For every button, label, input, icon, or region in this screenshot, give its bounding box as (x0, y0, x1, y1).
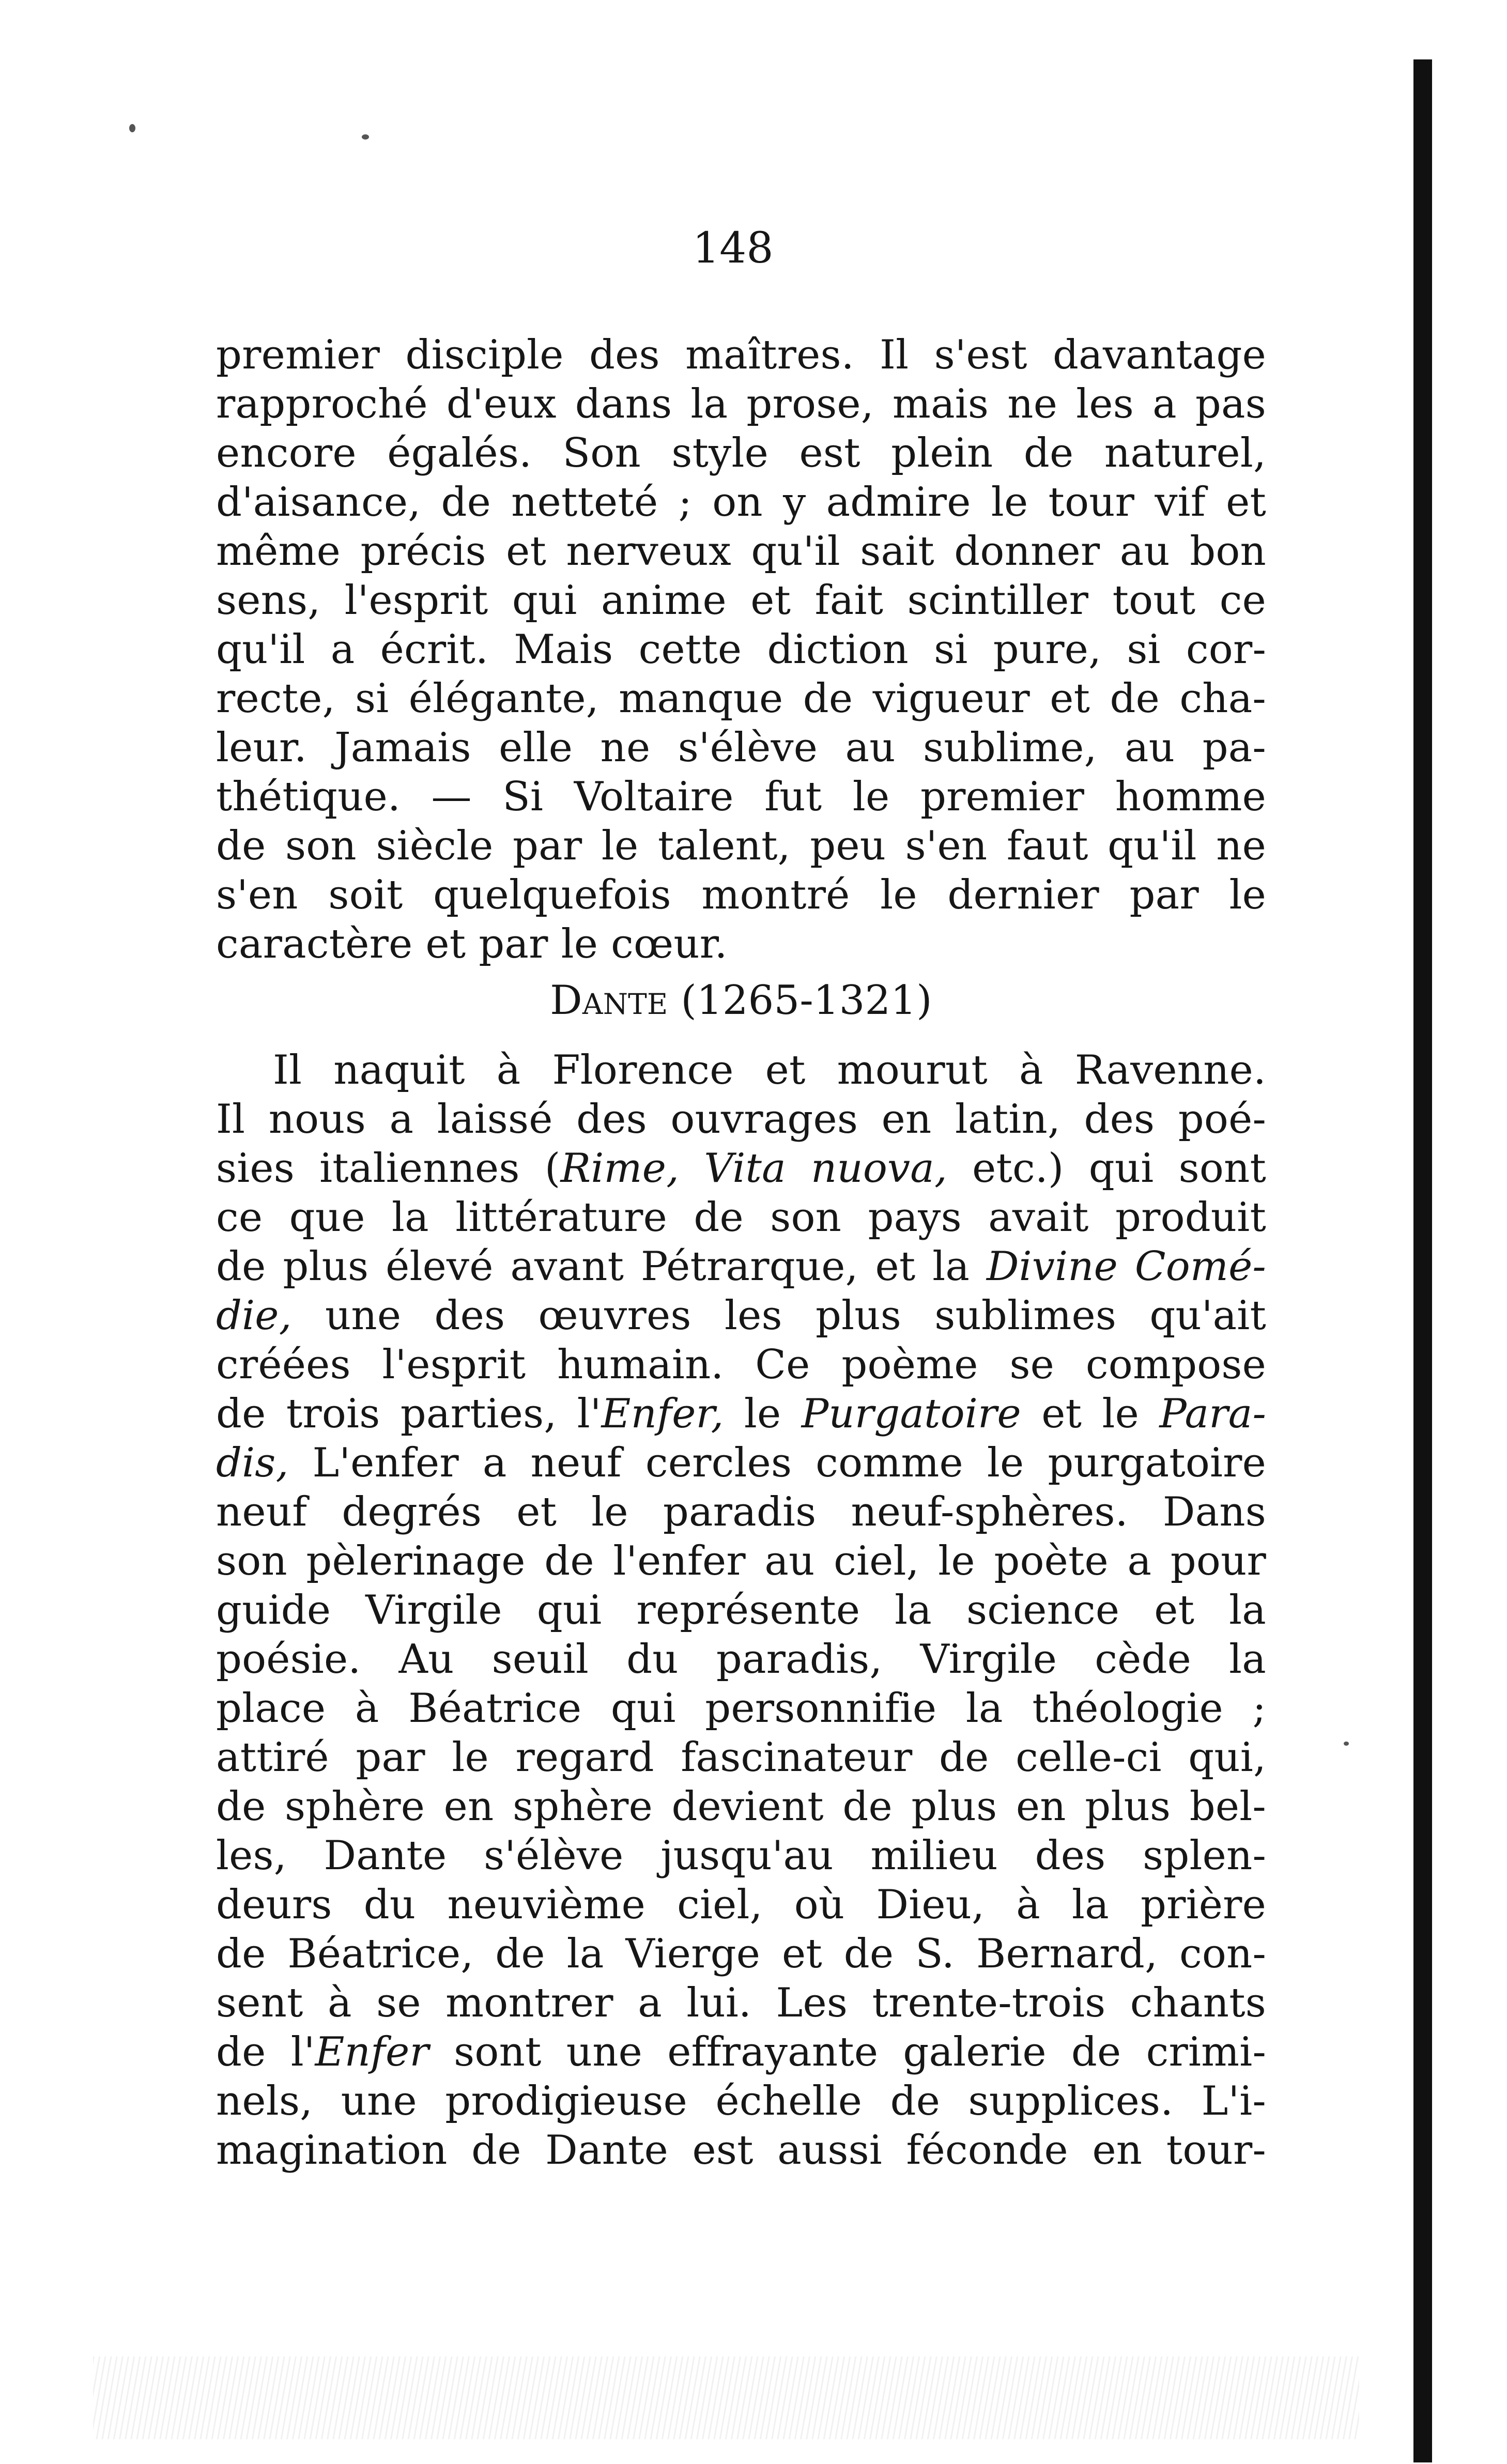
text-run: L'enfer a neuf cercles comme le purgatoire (288, 1440, 1266, 1486)
scan-noise (93, 2357, 1359, 2439)
text-line: son pèlerinage de l'enfer au ciel, le poète a pour (216, 1538, 1266, 1584)
text-line: magination de Dante est aussi féconde en tour- (216, 2127, 1266, 2174)
text-line (216, 1439, 1266, 1488)
text-line: de Béatrice, de la Vierge et de S. Bernard, con- (216, 1931, 1266, 1977)
text-line: poésie. Au seuil du paradis, Virgile cède la (216, 1636, 1266, 1683)
scan-speck (362, 134, 369, 140)
text-line: Il nous a laissé des ouvrages en latin, des poé- (216, 1096, 1266, 1143)
text-line: d'aisance, de netteté ; on y admire le tour vif et (216, 479, 1266, 526)
text-run: de l' (216, 2029, 315, 2075)
text-line: guide Virgile qui représente la science et la (216, 1587, 1266, 1634)
text-line: deurs du neuvième ciel, où Dieu, à la prière (216, 1882, 1266, 1928)
text-run: sies italiennes ( (216, 1145, 561, 1192)
text-line (216, 1390, 1266, 1439)
italic-title: dis, (216, 1440, 289, 1486)
text-line: rapproché d'eux dans la prose, mais ne les a pas (216, 381, 1266, 427)
text-line: thétique. — Si Voltaire fut le premier homme (216, 774, 1266, 820)
text-line (216, 1144, 1266, 1193)
page-edge-shadow (1413, 59, 1432, 2462)
text-line: encore égalés. Son style est plein de naturel, (216, 430, 1266, 476)
text-line (216, 1242, 1266, 1291)
text-run: une des œuvres les plus sublimes qu'ait (291, 1292, 1266, 1339)
text-line: Il naquit à Florence et mourut à Ravenne. (273, 1047, 1266, 1094)
section-title: Dante (1265-1321) (550, 977, 932, 1024)
italic-title: Para- (1159, 1391, 1267, 1437)
text-line: ce que la littérature de son pays avait produit (216, 1194, 1266, 1241)
scan-speck (1344, 1742, 1349, 1746)
text-line: caractère et par le cœur. (216, 921, 728, 967)
text-run: le (724, 1391, 802, 1437)
text-line (216, 2028, 1266, 2077)
page-text (216, 331, 1266, 2175)
scan-speck (129, 124, 135, 132)
text-line: sens, l'esprit qui anime et fait scintiller tout ce (216, 577, 1266, 624)
text-line: de sphère en sphère devient de plus en plus bel- (216, 1783, 1266, 1830)
text-line: créées l'esprit humain. Ce poème se compose (216, 1342, 1266, 1388)
text-line (216, 1291, 1266, 1341)
text-line: qu'il a écrit. Mais cette diction si pure, si cor- (216, 626, 1266, 673)
text-line: sent à se montrer a lui. Les trente-trois chants (216, 1980, 1266, 2026)
italic-title: Rime, Vita nuova, (560, 1145, 947, 1192)
page-number: 148 (693, 224, 774, 273)
text-run: de plus élevé avant Pétrarque, et la (216, 1243, 987, 1290)
text-line: recte, si élégante, manque de vigueur et de cha- (216, 675, 1266, 722)
text-line: place à Béatrice qui personnifie la théologie ; (216, 1685, 1266, 1732)
text-line: nels, une prodigieuse échelle de supplices. L'i- (216, 2078, 1266, 2124)
text-line: s'en soit quelquefois montré le dernier par le (216, 872, 1266, 918)
text-line: de son siècle par le talent, peu s'en faut qu'il ne (216, 823, 1266, 869)
italic-title: Divine Comé- (986, 1243, 1266, 1290)
text-run: de trois parties, l' (216, 1391, 602, 1437)
text-line: premier disciple des maîtres. Il s'est davantage (216, 332, 1266, 378)
text-run: etc.) qui sont (947, 1145, 1267, 1192)
text-line: neuf degrés et le paradis neuf-sphères. Dans (216, 1489, 1266, 1535)
italic-title: Purgatoire (801, 1391, 1021, 1437)
italic-title: Enfer (315, 2029, 429, 2075)
text-line: même précis et nerveux qu'il sait donner au bon (216, 528, 1266, 575)
text-run: et le (1021, 1391, 1160, 1437)
italic-title: Enfer, (601, 1391, 724, 1437)
text-line: les, Dante s'élève jusqu'au milieu des splen- (216, 1832, 1266, 1879)
text-line: leur. Jamais elle ne s'élève au sublime, au pa- (216, 725, 1266, 771)
text-run: sont une effrayante galerie de crimi- (428, 2029, 1266, 2075)
italic-title: die, (216, 1292, 292, 1339)
text-line: attiré par le regard fascinateur de celle-ci qui, (216, 1734, 1266, 1781)
